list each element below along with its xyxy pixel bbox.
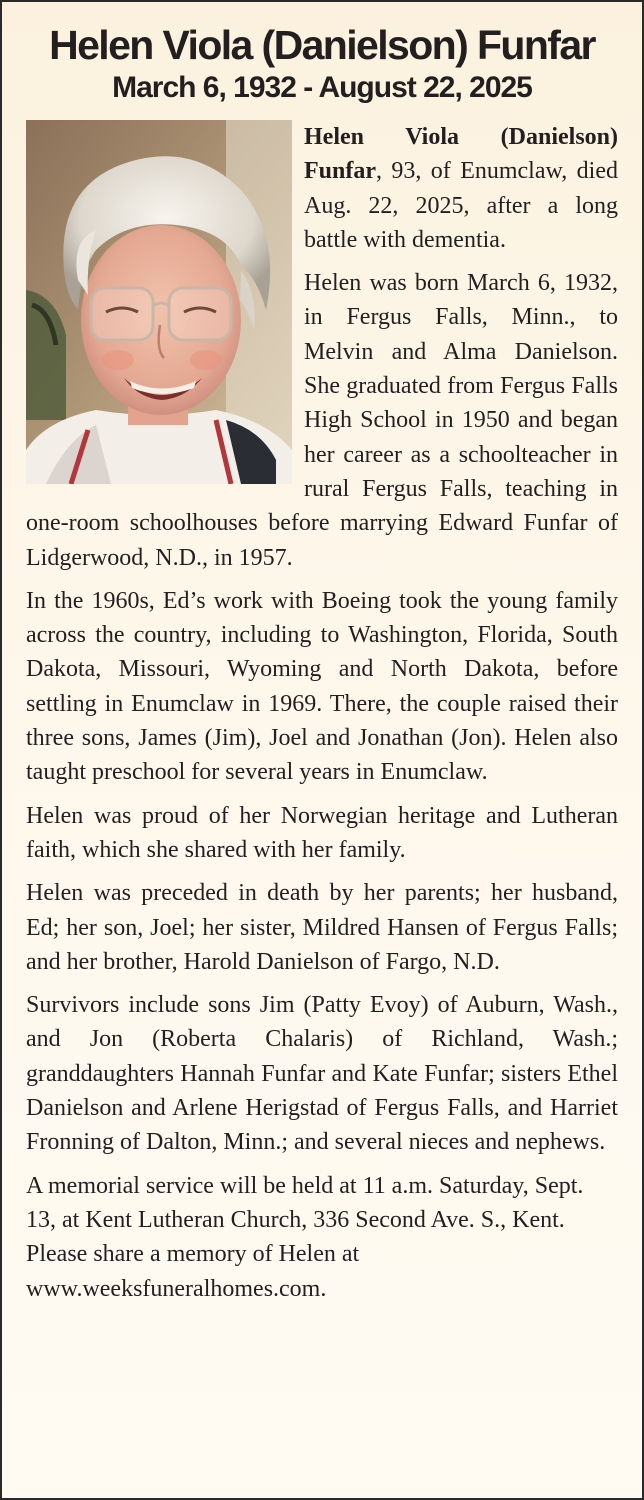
paragraph-intro-text: , 93, of Enumclaw, died Aug. 22, 2025, after a long battle with dementia. — [304, 158, 618, 253]
obituary-title: Helen Viola (Danielson) Funfar — [49, 22, 595, 68]
paragraph-survivors: Survivors include sons Jim (Patty Evoy) of Auburn, Wash., and Jon (Roberta Chalaris) of Richland, Wash.; granddaughters Hannah Funfar and Kate Funfar; sisters Ethel Danielson and Arlene Herigstad of Fergus Falls, and Harriet Fronning of Dalton, Minn.; and several nieces and nephews. — [26, 992, 618, 1156]
paragraph-heritage: Helen was proud of her Norwegian heritage and Lutheran faith, which she shared with her family. — [26, 802, 618, 863]
paragraph-memorial-service: A memorial service will be held at 11 a.m. Saturday, Sept. 13, at Kent Lutheran Church, 336 Second Ave. S., Kent. Please share a memory of Helen at www.weeksfuneralhomes.com. — [26, 1172, 584, 1302]
portrait-photo — [26, 120, 292, 484]
paragraph-early-life: Helen was born March 6, 1932, in Fergus Falls, Minn., to Melvin and Alma Danielson. She graduated from Fergus Falls High School in 1950 and began her career as a schoolteacher in rural Fergus Falls, teaching in one-room schoolhouses before marrying Edward Funfar of Lidgerwood, N.D., in 1957. — [26, 270, 618, 571]
paragraph-family-moves: In the 1960s, Ed’s work with Boeing took the young family across the country, including to Washington, Florida, South Dakota, Missouri, Wyoming and North Dakota, before settling in Enumclaw in 1969. There, the couple raised their three sons, James (Jim), Joel and Jonathan (Jon). Helen also taught preschool for several years in Enumclaw. — [26, 587, 618, 786]
obituary-dates: March 6, 1932 - August 22, 2025 — [112, 71, 532, 104]
obituary-body — [26, 120, 618, 1306]
decedent-name: Helen Viola (Danielson) Funfar — [304, 124, 618, 185]
paragraph-preceded: Helen was preceded in death by her parents; her husband, Ed; her son, Joel; her sister, Mildred Hansen of Fergus Falls; and her brother, Harold Danielson of Fargo, N.D. — [26, 880, 618, 975]
